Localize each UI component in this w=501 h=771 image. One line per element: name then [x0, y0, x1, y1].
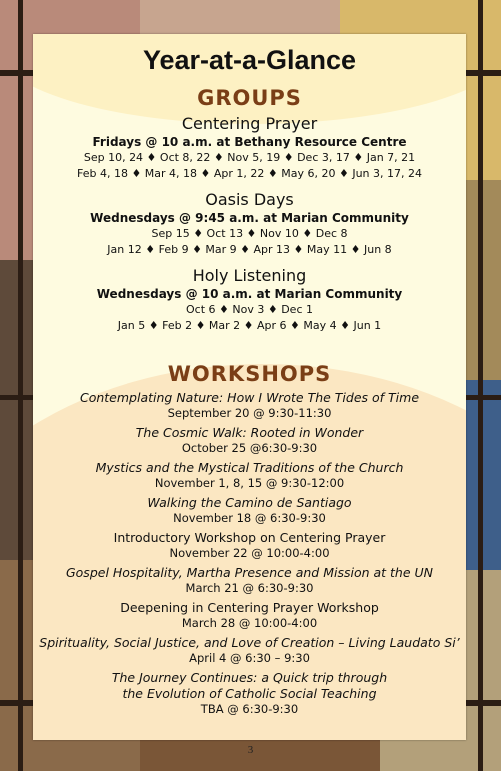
workshop-item: [33, 460, 466, 491]
workshop-item: [33, 425, 466, 456]
workshop-date: November 1, 8, 15 @ 9:30-12:00: [154, 476, 345, 490]
workshop-date: April 4 @ 6:30 – 9:30: [189, 651, 310, 665]
workshop-item: [33, 565, 466, 596]
group-oasis-days: [33, 190, 466, 258]
workshop-title: The Journey Continues: a Quick trip through: [111, 670, 388, 685]
workshop-date: TBA @ 6:30-9:30: [200, 702, 299, 716]
group-dates-line: Jan 12 ♦ Feb 9 ♦ Mar 9 ♦ Apr 13 ♦ May 11 ♦ Jun 8: [107, 243, 392, 256]
group-schedule: Fridays @ 10 a.m. at Bethany Resource Centre: [92, 135, 407, 149]
group-holy-listening: [33, 266, 466, 334]
workshop-item: [33, 530, 466, 561]
workshop-title: Gospel Hospitality, Martha Presence and Mission at the UN: [65, 565, 434, 580]
workshop-date: March 21 @ 6:30-9:30: [185, 581, 314, 595]
workshop-title: The Cosmic Walk: Rooted in Wonder: [135, 425, 364, 440]
group-name: Oasis Days: [205, 190, 294, 209]
workshops-list: [33, 390, 466, 717]
group-dates-line: Sep 15 ♦ Oct 13 ♦ Nov 10 ♦ Dec 8: [151, 227, 348, 240]
group-centering-prayer: [33, 114, 466, 182]
workshop-item: [33, 600, 466, 631]
workshop-title-line2: the Evolution of Catholic Social Teaching: [122, 686, 377, 701]
workshop-item: [33, 495, 466, 526]
workshop-item: [33, 670, 466, 717]
group-schedule: Wednesdays @ 9:45 a.m. at Marian Community: [90, 211, 409, 225]
workshop-item: [33, 635, 466, 666]
workshop-title: Walking the Camino de Santiago: [147, 495, 352, 510]
workshop-title: Mystics and the Mystical Traditions of the Church: [95, 460, 404, 475]
content-panel: [33, 34, 466, 740]
workshop-date: March 28 @ 10:00-4:00: [181, 616, 318, 630]
group-name: Holy Listening: [192, 266, 307, 285]
page-number: 3: [247, 744, 254, 756]
workshop-title: Spirituality, Social Justice, and Love of Creation – Living Laudato Si’: [39, 635, 460, 650]
group-name: Centering Prayer: [181, 114, 318, 133]
group-dates-line: Sep 10, 24 ♦ Oct 8, 22 ♦ Nov 5, 19 ♦ Dec 3, 17 ♦ Jan 7, 21: [83, 151, 416, 164]
workshop-title: Contemplating Nature: How I Wrote The Tides of Time: [79, 390, 420, 405]
group-schedule: Wednesdays @ 10 a.m. at Marian Community: [96, 287, 403, 301]
group-dates-line: Oct 6 ♦ Nov 3 ♦ Dec 1: [186, 303, 313, 316]
workshop-item: [33, 390, 466, 421]
workshop-date: November 22 @ 10:00-4:00: [169, 546, 330, 560]
workshops-heading: WORKSHOPS: [167, 362, 332, 386]
groups-heading: GROUPS: [197, 86, 302, 110]
workshop-date: October 25 @6:30-9:30: [181, 441, 318, 455]
group-dates-line: Feb 4, 18 ♦ Mar 4, 18 ♦ Apr 1, 22 ♦ May 6, 20 ♦ Jun 3, 17, 24: [76, 167, 423, 180]
workshop-date: September 20 @ 9:30-11:30: [167, 406, 332, 420]
workshop-date: November 18 @ 6:30-9:30: [173, 511, 326, 525]
page-title: Year-at-a-Glance: [142, 45, 357, 75]
workshop-title: Introductory Workshop on Centering Prayer: [113, 530, 386, 545]
workshop-title: Deepening in Centering Prayer Workshop: [120, 600, 379, 615]
group-dates-line: Jan 5 ♦ Feb 2 ♦ Mar 2 ♦ Apr 6 ♦ May 4 ♦ Jun 1: [117, 319, 382, 332]
